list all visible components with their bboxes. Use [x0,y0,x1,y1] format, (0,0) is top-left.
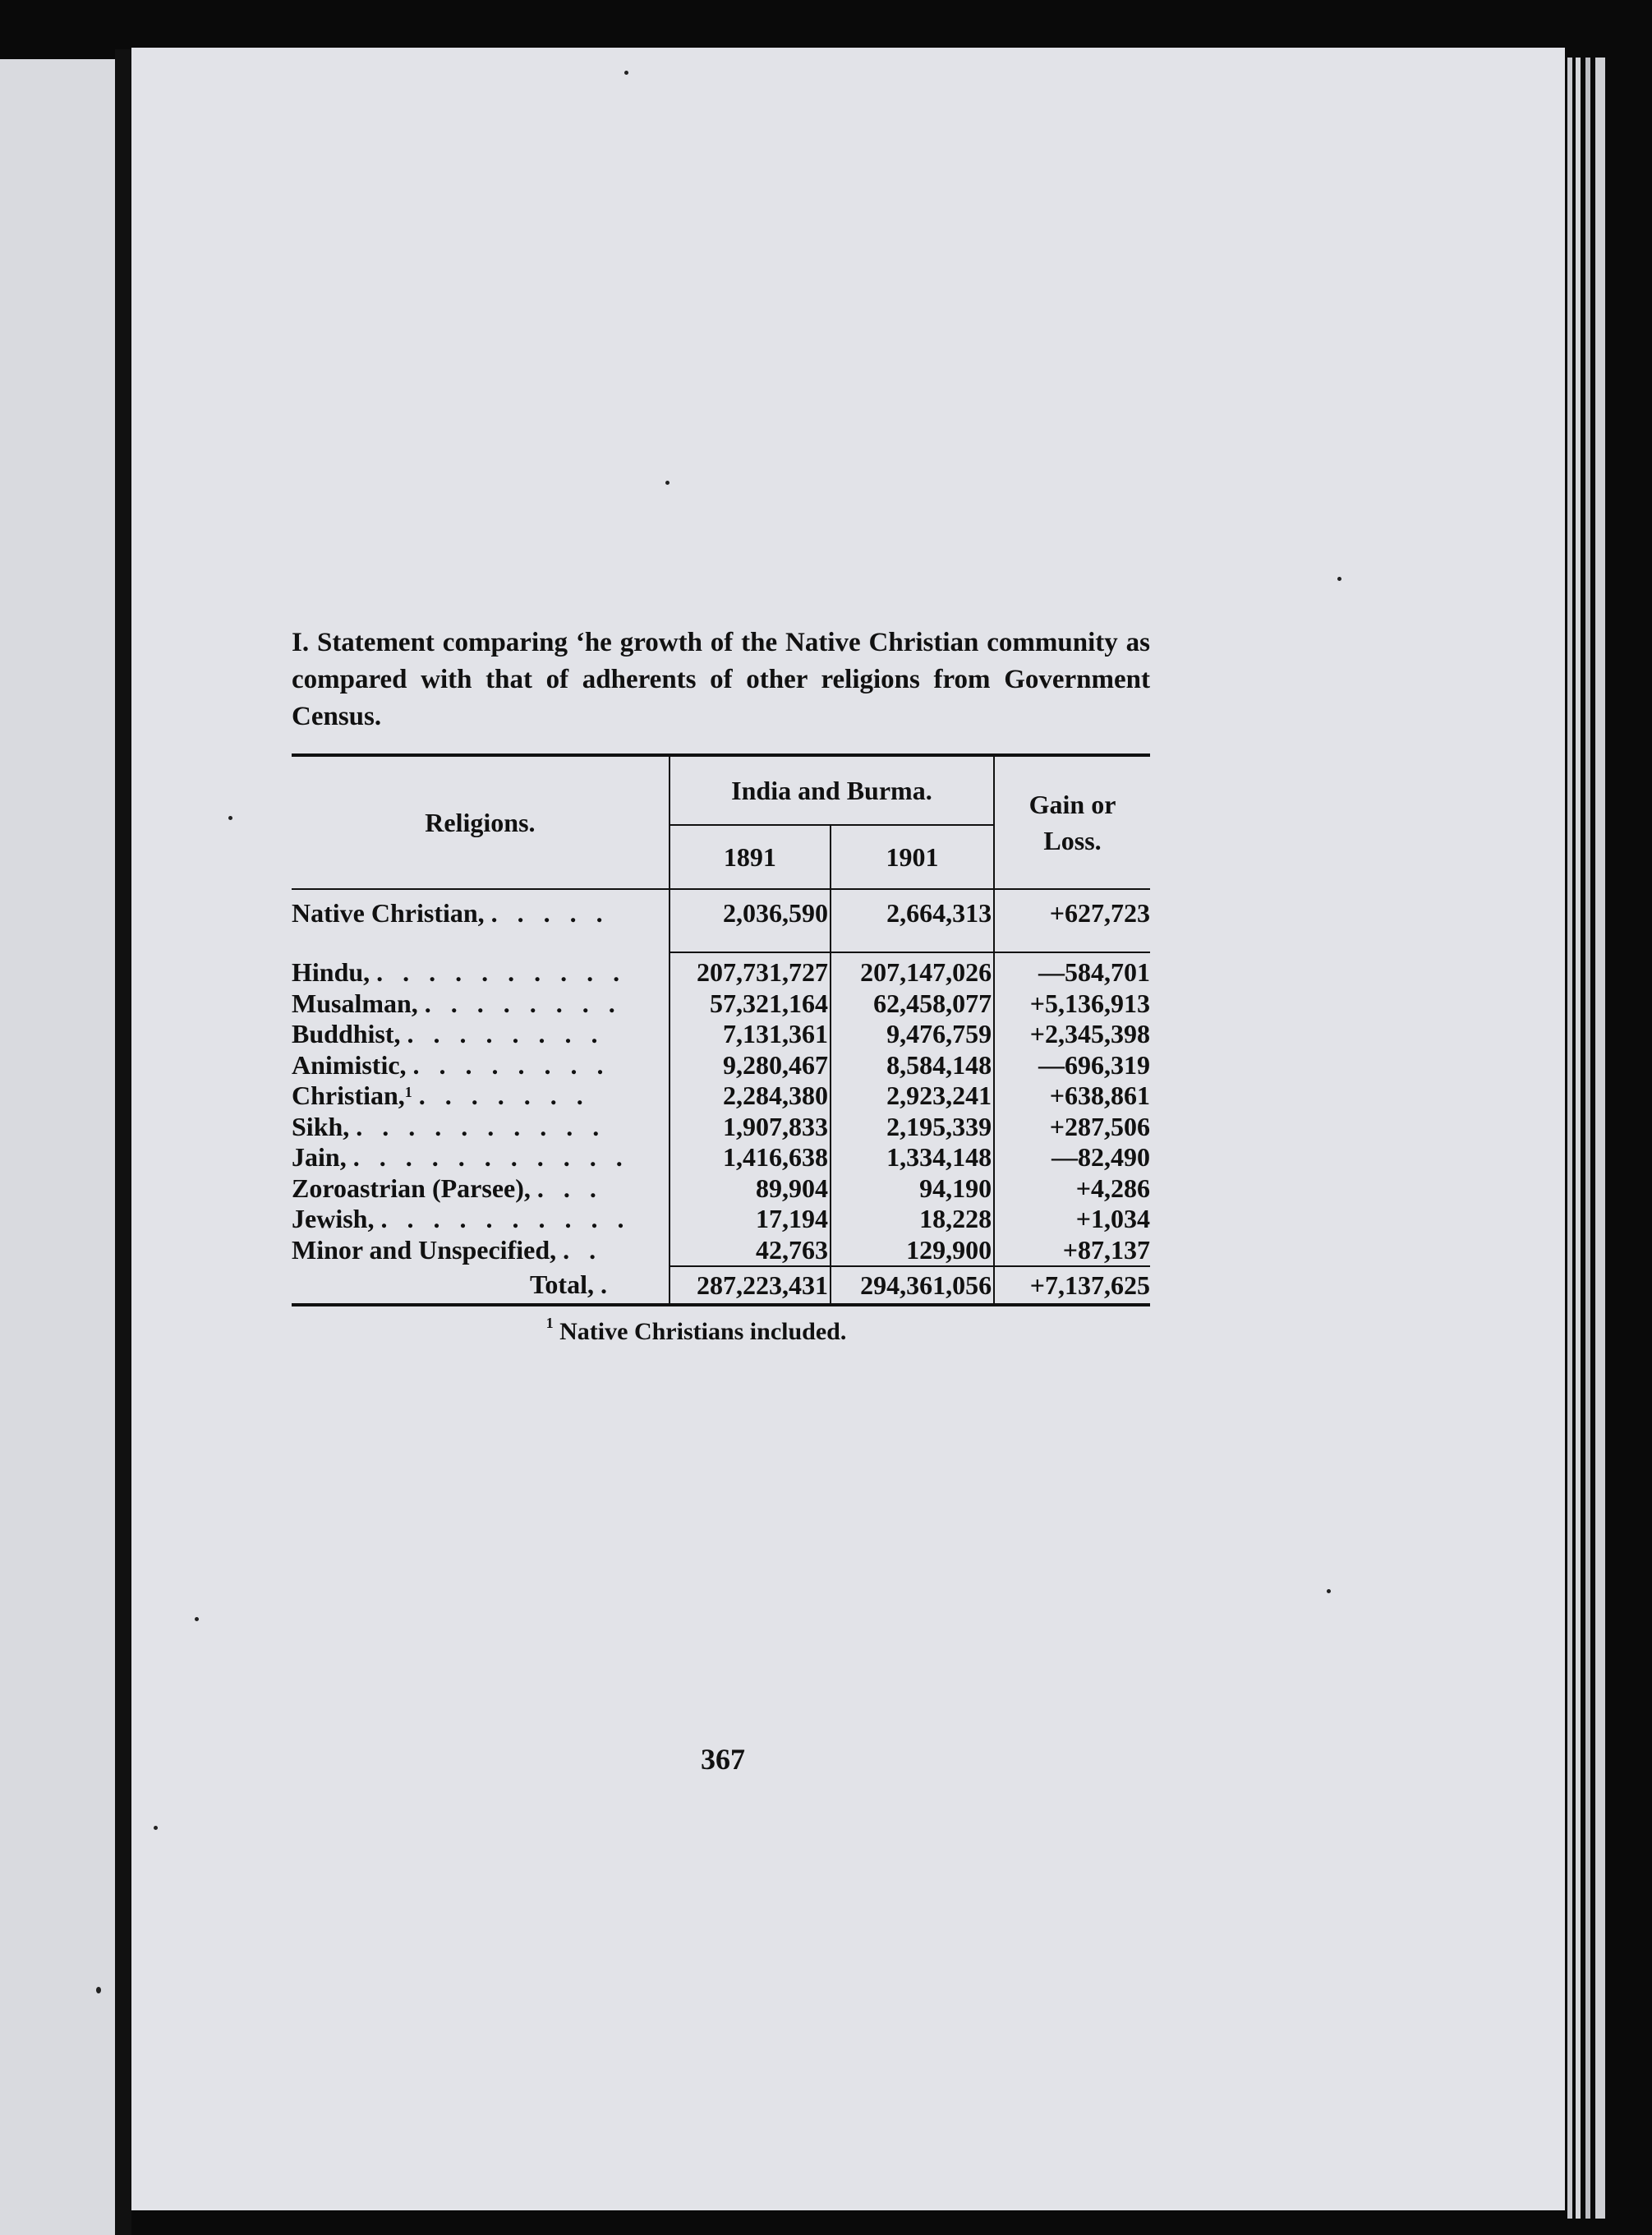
census-table [292,753,1150,1306]
leader-dots: . . . . . . . . [412,1049,610,1080]
scan-speck [1337,577,1341,581]
religion-cell [292,1050,670,1081]
value-1891: 89,904 [670,1173,831,1205]
facing-page-edge [0,59,115,2235]
page-stack-edge [1595,58,1605,2219]
value-gain: —584,701 [994,952,1150,988]
footnote-mark: 1 [545,1315,554,1331]
value-gain: —82,490 [994,1142,1150,1173]
footnote-mark: 1 [404,1084,412,1101]
table-row-native-christian [292,889,1150,952]
value-1891: 17,194 [670,1204,831,1235]
leader-dots: . . [563,1235,603,1265]
value-1891: 1,416,638 [670,1142,831,1173]
scan-speck [195,1617,199,1621]
religion-label: Zoroastrian (Parsee), [292,1173,531,1203]
religion-cell [292,988,670,1020]
value-1891: 7,131,361 [670,1019,831,1050]
religion-label: Sikh, [292,1111,350,1141]
religion-cell [292,1081,670,1112]
leader-dots: . . . . . . . . . . [376,956,627,987]
religion-cell [292,1142,670,1173]
leader-dots: . . . [536,1173,603,1203]
table-row-total [292,1266,1150,1305]
scan-speck [1327,1589,1331,1593]
religion-cell [292,952,670,988]
table-row [292,1142,1150,1173]
footnote-text: Native Christians included. [559,1318,847,1345]
page-stack-edge [1567,58,1572,2219]
religion-label: Minor and Unspecified, [292,1235,557,1265]
table-heading: I. Statement comparing ʻhe growth of the Native Christian community as compared with that of adherents of other religions from Government Census. [292,628,1150,731]
value-1891: 2,036,590 [670,889,831,952]
religion-cell [292,1019,670,1050]
religion-label: Native Christian, [292,898,485,928]
header-india-burma: India and Burma. [670,755,994,825]
header-1901: 1901 [831,825,994,889]
header-1891: 1891 [670,825,831,889]
value-1891: 57,321,164 [670,988,831,1020]
value-gain: +287,506 [994,1112,1150,1143]
value-1901: 129,900 [831,1235,994,1267]
religion-label: Christian, [292,1081,405,1111]
value-gain: +5,136,913 [994,988,1150,1020]
value-1901: 62,458,077 [831,988,994,1020]
value-gain: +1,034 [994,1204,1150,1235]
table-row [292,1173,1150,1205]
leader-dots: . . . . . . . . [424,988,622,1018]
value-1901: 2,664,313 [831,889,994,952]
leader-dots: . . . . . . . . . . [380,1204,631,1234]
leader-dots: . . . . . . . . . . [356,1111,606,1141]
value-1901: 2,923,241 [831,1081,994,1112]
table-row [292,1081,1150,1112]
value-1891: 2,284,380 [670,1081,831,1112]
scan-speck [228,816,232,820]
page-stack-edge [1585,58,1590,2219]
total-1891: 287,223,431 [670,1266,831,1305]
value-1901: 8,584,148 [831,1050,994,1081]
table-row [292,952,1150,988]
leader-dots: . . . . . . . [418,1081,590,1111]
scan-speck [154,1826,158,1830]
religion-cell [292,1112,670,1143]
religion-cell [292,1235,670,1267]
value-gain: +2,345,398 [994,1019,1150,1050]
value-1901: 94,190 [831,1173,994,1205]
scan-speck [665,481,670,485]
religion-label: Jain, [292,1142,347,1173]
table-row [292,1112,1150,1143]
value-1901: 18,228 [831,1204,994,1235]
value-gain: +4,286 [994,1173,1150,1205]
value-1901: 2,195,339 [831,1112,994,1143]
value-gain: +638,861 [994,1081,1150,1112]
leader-dots: . [600,1270,614,1299]
religion-cell [292,1173,670,1205]
table-row [292,1019,1150,1050]
leader-dots: . . . . . [490,898,610,928]
table-row [292,1235,1150,1267]
table-row [292,1050,1150,1081]
scan-speck [624,71,628,75]
header-gain-line2: Loss. [1043,826,1102,855]
scan-speck [96,1987,101,1993]
value-gain: +627,723 [994,889,1150,952]
total-cell [292,1266,670,1305]
value-gain: —696,319 [994,1050,1150,1081]
religion-label: Hindu, [292,956,370,987]
table-row [292,1204,1150,1235]
value-1901: 1,334,148 [831,1142,994,1173]
religion-label: Musalman, [292,988,418,1018]
religion-label: Animistic, [292,1049,407,1080]
leader-dots: . . . . . . . . . . . [352,1142,629,1173]
value-1901: 207,147,026 [831,952,994,988]
value-1901: 9,476,759 [831,1019,994,1050]
total-gain: +7,137,625 [994,1266,1150,1305]
value-1891: 1,907,833 [670,1112,831,1143]
header-gain-line1: Gain or [1028,790,1116,819]
religion-label: Buddhist, [292,1019,401,1049]
value-1891: 9,280,467 [670,1050,831,1081]
page-number: 367 [701,1743,745,1776]
book-gutter [115,49,131,2235]
footnote [292,1315,1150,1346]
total-1901: 294,361,056 [831,1266,994,1305]
page-content [292,624,1150,1346]
leader-dots: . . . . . . . . [407,1019,605,1049]
value-gain: +87,137 [994,1235,1150,1267]
total-label: Total, [530,1270,594,1299]
header-gain-loss [994,755,1150,889]
header-religions: Religions. [292,755,670,889]
page-stack-edge [1576,58,1581,2219]
table-row [292,988,1150,1020]
religion-cell [292,1204,670,1235]
value-1891: 207,731,727 [670,952,831,988]
value-1891: 42,763 [670,1235,831,1267]
religion-cell [292,889,670,952]
religion-label: Jewish, [292,1204,375,1234]
